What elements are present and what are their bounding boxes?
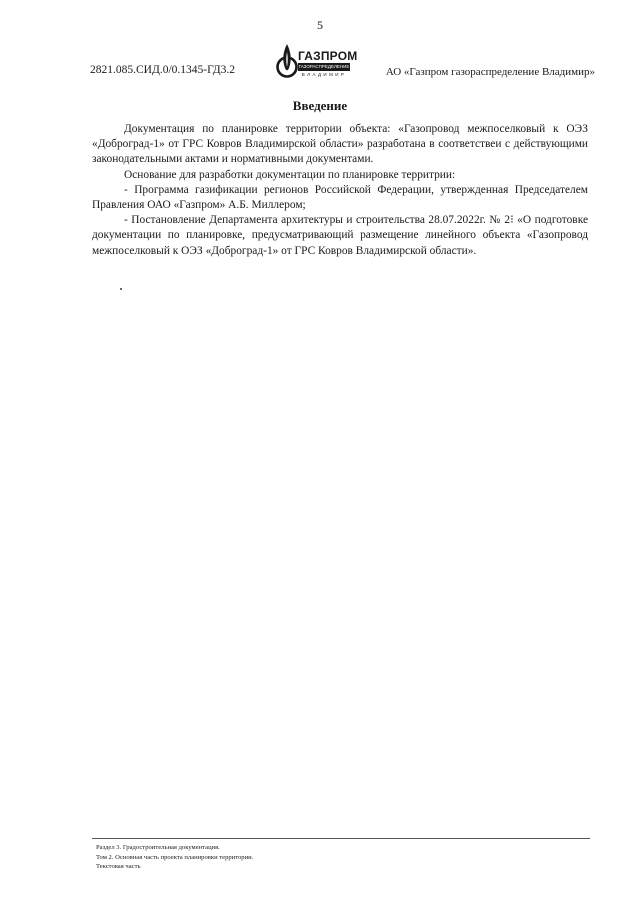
- document-code: 2821.085.СИД.0/0.1345-ГД3.2: [90, 64, 235, 76]
- page-header: [90, 40, 595, 82]
- footer-divider: [92, 838, 590, 839]
- gazprom-logo: [276, 40, 358, 82]
- flame-icon: [276, 40, 298, 82]
- body-text: [92, 122, 588, 259]
- footer-section: Раздел 3. Градостроительная документация.: [96, 844, 220, 851]
- list-item: - Постановление Департамента архитектуры и строительства 28.07.2022г. № 2⁝ «О подготовке документации по планировке, предусматривающий размещение линейного объекта «Газопровод межпоселковый к ОЭЗ «Доброград-1» от ГРС Ковров Владимирской области».: [92, 214, 588, 257]
- scan-speck: [120, 288, 122, 290]
- section-title: Введение: [292, 98, 348, 113]
- footer-part: Текстовая часть: [96, 863, 141, 870]
- logo-name: ГАЗПРОМ: [298, 49, 358, 63]
- paragraph: Документация по планировке территории объекта: «Газопровод межпоселковый к ОЭЗ «Доброград-1» от ГРС Ковров Владимирской области» разработана в соответствеи с действующими законодательными актами и нормативными документами.: [92, 123, 588, 166]
- footer-volume: Том 2. Основная часть проекта планировки территории.: [96, 853, 254, 861]
- logo-subtitle: ГАЗОРАСПРЕДЕЛЕНИЕ: [298, 64, 350, 69]
- organization-name: АО «Газпром газораспределение Владимир»: [385, 66, 595, 78]
- paragraph: Основание для разработки документации по планировке территрии:: [124, 168, 456, 181]
- list-item: - Программа газификации регионов Российской Федерации, утвержденная Председателем Правления ОАО «Газпром» А.Б. Миллером;: [92, 183, 588, 212]
- logo-city: ВЛАДИМИР: [301, 72, 347, 77]
- page-number: 5: [317, 18, 323, 32]
- page-footer: [96, 843, 253, 872]
